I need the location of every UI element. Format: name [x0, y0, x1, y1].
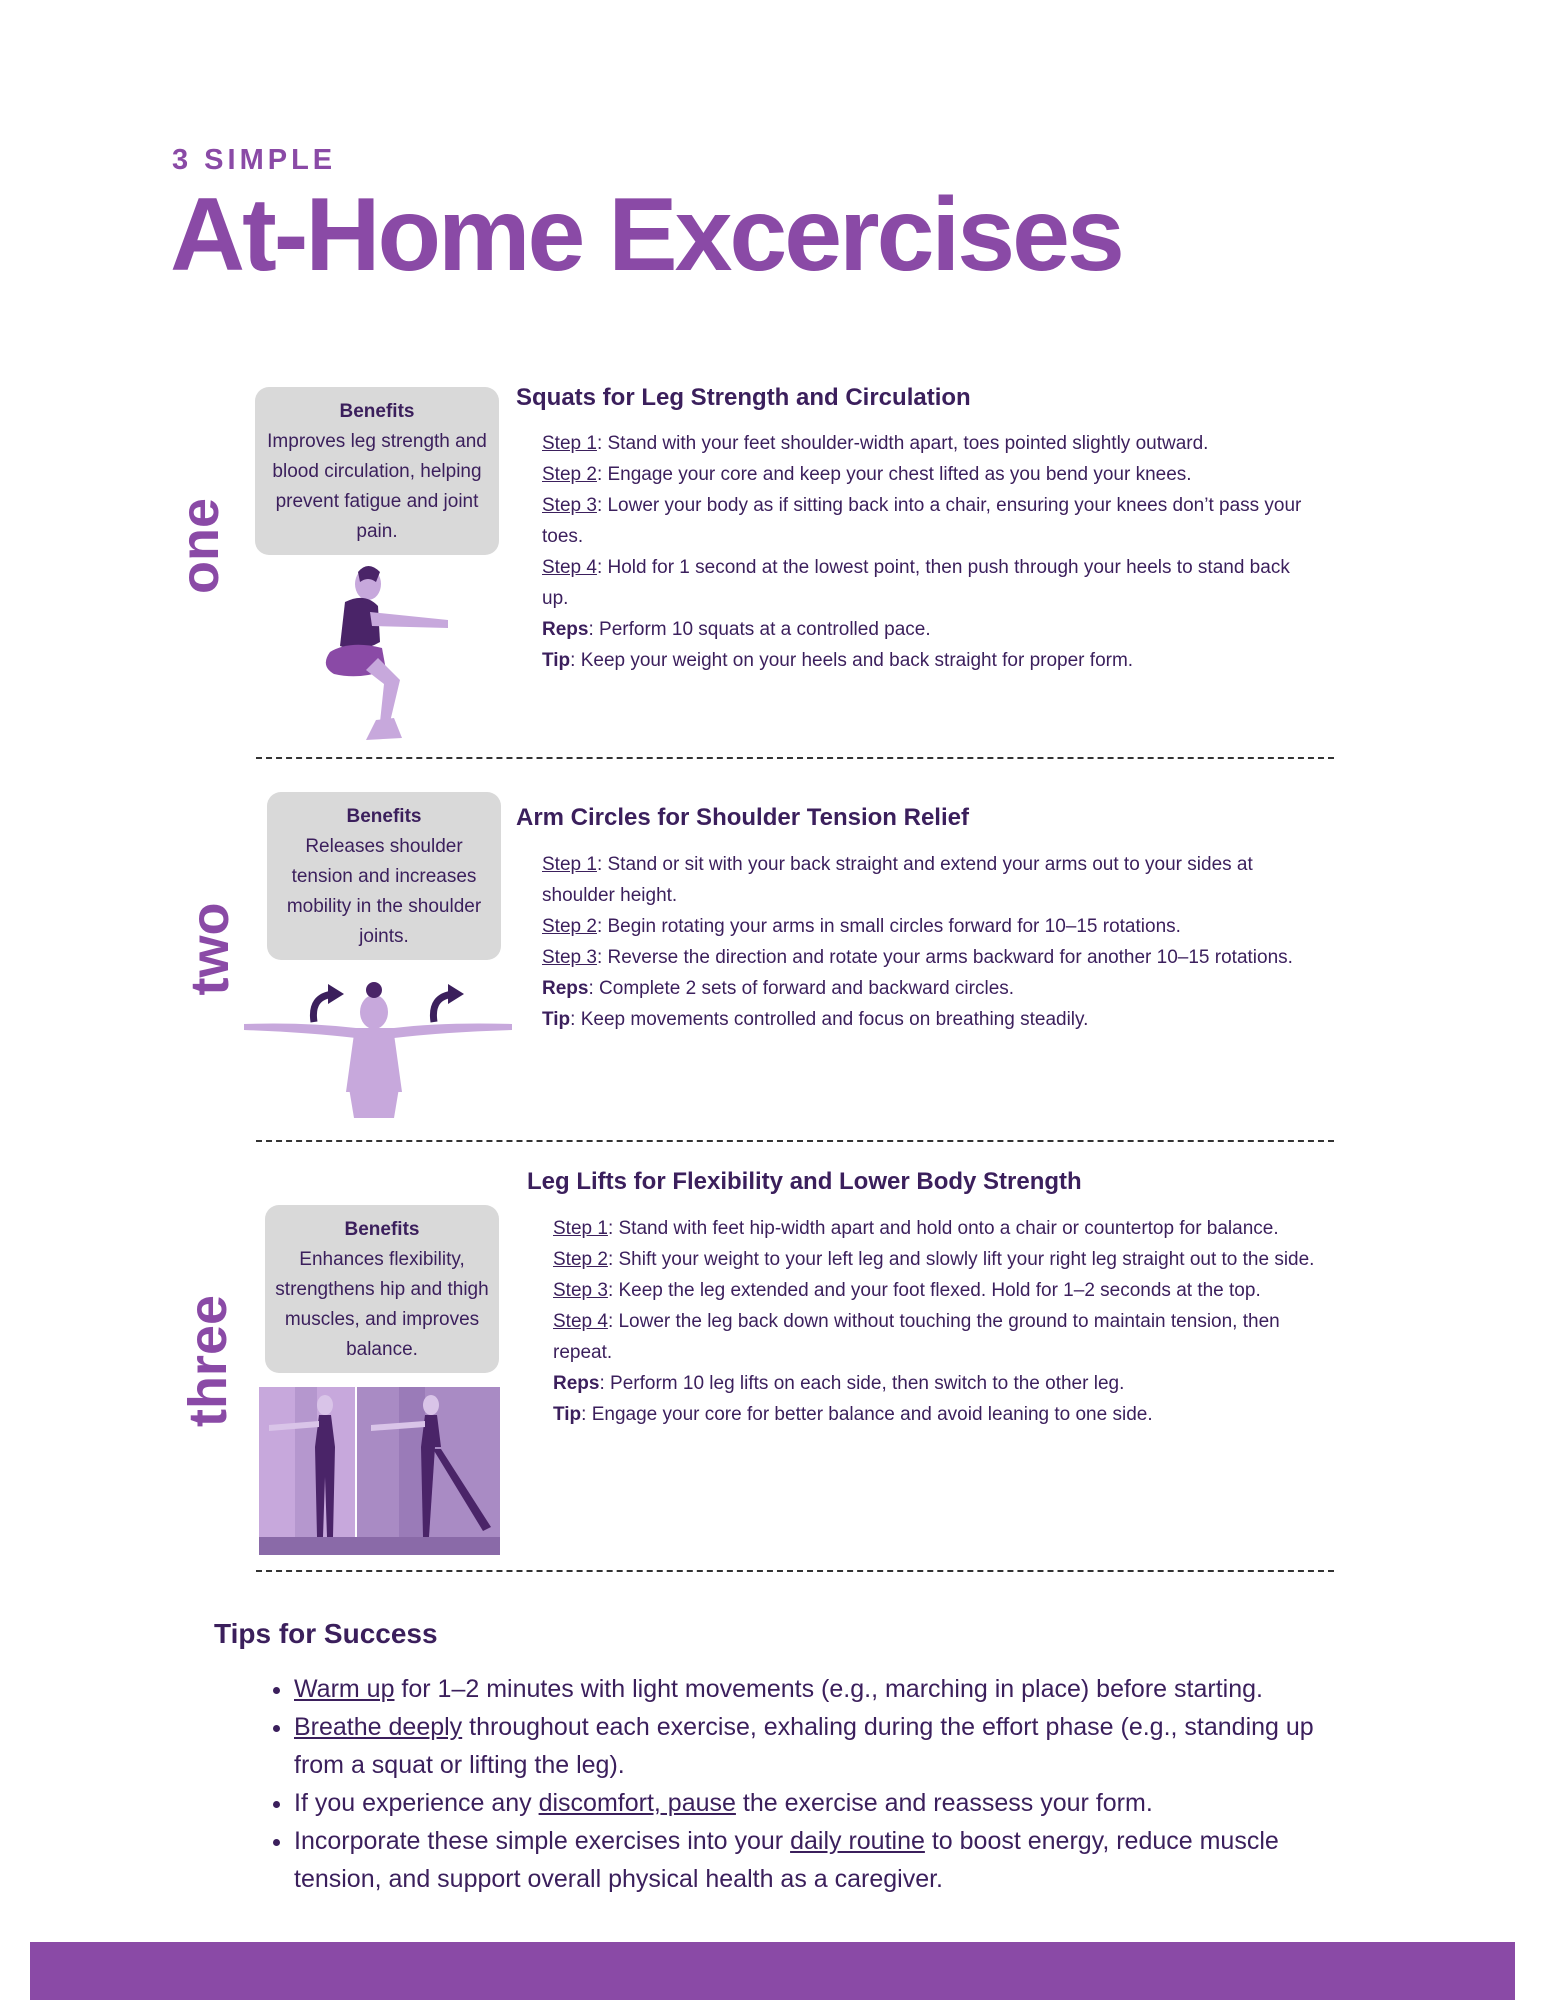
divider — [256, 757, 1334, 759]
benefits-box-one — [255, 387, 499, 555]
exercise-title-three: Leg Lifts for Flexibility and Lower Body Strength — [527, 1168, 1082, 1195]
benefits-text: Enhances flexibility, strengthens hip and thigh muscles, and improves balance. — [275, 1249, 489, 1360]
step-item: Step 1: Stand with feet hip-width apart and hold onto a chair or countertop for balance. — [553, 1218, 1279, 1239]
benefits-text: Improves leg strength and blood circulation, helping prevent fatigue and joint pain. — [267, 431, 487, 542]
tips-list — [256, 1670, 1364, 1898]
step-item: Step 3: Reverse the direction and rotate your arms backward for another 10–15 rotations. — [542, 947, 1293, 968]
step-item: Step 2: Engage your core and keep your chest lifted as you bend your knees. — [542, 464, 1192, 485]
page-title: At-Home Excercises — [170, 177, 1122, 293]
reps-line: Reps: Complete 2 sets of forward and backward circles. — [542, 978, 1015, 999]
benefits-box-three — [265, 1205, 499, 1373]
exercise-title-two: Arm Circles for Shoulder Tension Relief — [516, 804, 969, 831]
tip-item: • If you experience any discomfort, pause the exercise and reassess your form. — [294, 1784, 1364, 1822]
steps-one — [542, 428, 1312, 676]
squat-figure-image — [290, 562, 460, 748]
tip-line: Tip: Engage your core for better balance and avoid leaning to one side. — [553, 1404, 1153, 1425]
step-item: Step 2: Begin rotating your arms in small circles forward for 10–15 rotations. — [542, 916, 1181, 937]
arm-circles-figure-image — [244, 972, 514, 1118]
benefits-text: Releases shoulder tension and increases mobility in the shoulder joints. — [286, 836, 482, 947]
divider — [256, 1570, 1334, 1572]
tips-title: Tips for Success — [214, 1618, 438, 1649]
step-item: Step 2: Shift your weight to your left leg and slowly lift your right leg straight out to the side. — [553, 1249, 1315, 1270]
benefits-heading: Benefits — [339, 401, 415, 422]
step-item: Step 1: Stand with your feet shoulder-width apart, toes pointed slightly outward. — [542, 433, 1209, 454]
reps-line: Reps: Perform 10 leg lifts on each side, then switch to the other leg. — [553, 1373, 1125, 1394]
step-item: Step 3: Lower your body as if sitting back into a chair, ensuring your knees don’t pass your toes. — [542, 495, 1302, 547]
step-item: Step 3: Keep the leg extended and your foot flexed. Hold for 1–2 seconds at the top. — [553, 1280, 1261, 1301]
tip-line: Tip: Keep your weight on your heels and back straight for proper form. — [542, 650, 1134, 671]
benefits-heading: Benefits — [344, 1219, 420, 1240]
step-item: Step 4: Hold for 1 second at the lowest point, then push through your heels to stand back up. — [542, 557, 1290, 609]
tip-item: • Warm up for 1–2 minutes with light movements (e.g., marching in place) before starting. — [294, 1670, 1364, 1708]
step-item: Step 1: Stand or sit with your back straight and extend your arms out to your sides at shoulder height. — [542, 854, 1253, 906]
benefits-box-two — [267, 792, 501, 960]
section-label-three: three — [178, 1294, 238, 1428]
tip-item: • Breathe deeply throughout each exercise, exhaling during the effort phase (e.g., standing up from a squat or lifting the leg). — [294, 1708, 1364, 1784]
divider — [256, 1140, 1334, 1142]
section-label-one: one — [170, 498, 230, 595]
tip-item: • Incorporate these simple exercises into your daily routine to boost energy, reduce muscle tension, and support overall physical health as a caregiver. — [294, 1822, 1364, 1898]
steps-three — [553, 1213, 1323, 1430]
exercise-title-one: Squats for Leg Strength and Circulation — [516, 384, 971, 411]
section-label-two: two — [180, 902, 240, 996]
leg-lifts-figure-image — [259, 1387, 500, 1555]
reps-line: Reps: Perform 10 squats at a controlled pace. — [542, 619, 931, 640]
steps-two — [542, 849, 1312, 1035]
footer-bar — [30, 1942, 1515, 2000]
step-item: Step 4: Lower the leg back down without touching the ground to maintain tension, then repeat. — [553, 1311, 1280, 1363]
tip-line: Tip: Keep movements controlled and focus on breathing steadily. — [542, 1009, 1089, 1030]
pretitle: 3 SIMPLE — [172, 144, 337, 176]
benefits-heading: Benefits — [346, 806, 422, 827]
